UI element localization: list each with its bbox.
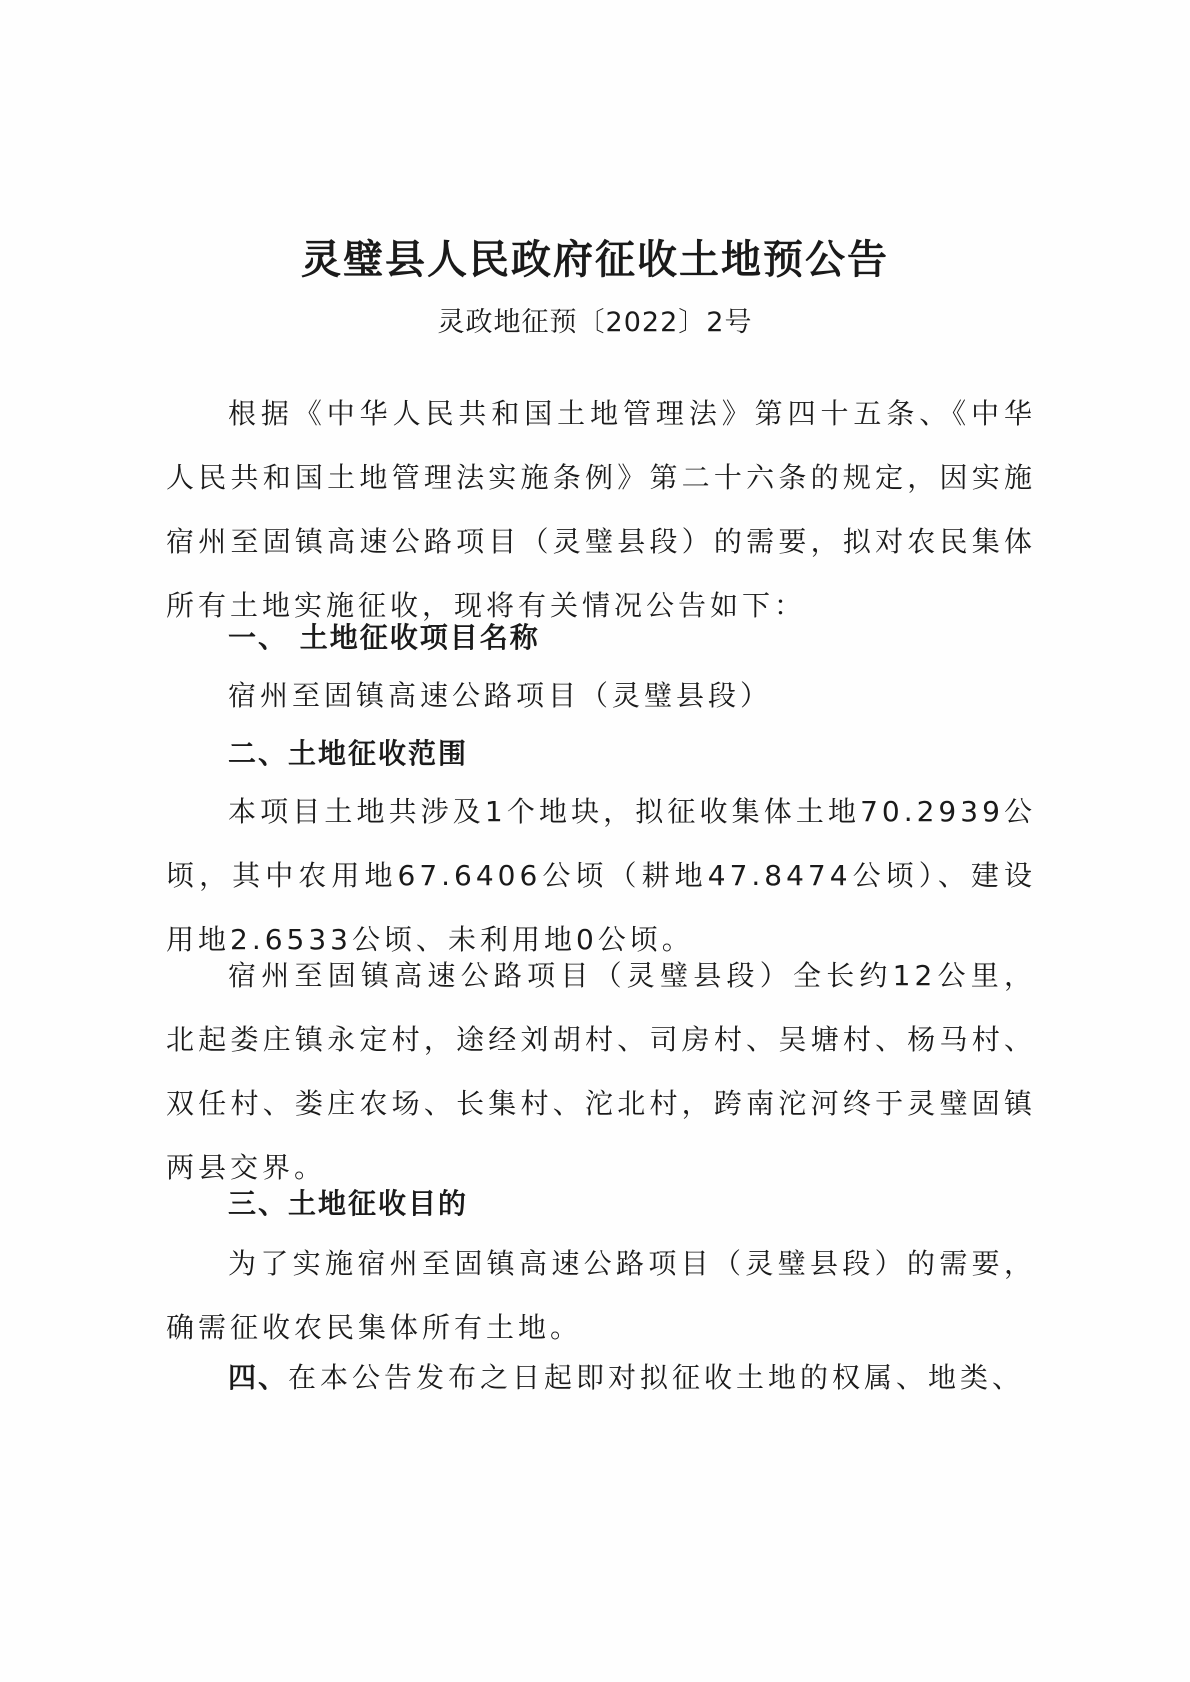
- section-2-heading: 二、土地征收范围: [228, 737, 469, 770]
- section-4-content: 在本公告发布之日起即对拟征收土地的权属、地类、: [288, 1361, 1025, 1394]
- document-number: 灵政地征预〔2022〕2号: [437, 307, 753, 338]
- document-title: 灵璧县人民政府征收土地预公告: [301, 236, 889, 283]
- section-2-paragraph-2: 宿州至固镇高速公路项目（灵璧县段）全长约12公里，北起娄庄镇永定村，途经刘胡村、司房村、吴塘村、杨马村、双任村、娄庄农场、长集村、沱北村，跨南沱河终于灵璧固镇两县交界。: [166, 959, 1036, 1184]
- section-2-paragraph-1: 本项目土地共涉及1个地块，拟征收集体土地70.2939公顷，其中农用地67.6406公顷（耕地47.8474公顷）、建设用地2.6533公顷、未利用地0公顷。: [166, 795, 1036, 956]
- section-3-content: 为了实施宿州至固镇高速公路项目（灵璧县段）的需要，确需征收农民集体所有土地。: [166, 1247, 1036, 1344]
- section-4-heading: 四、: [228, 1361, 289, 1394]
- section-3-heading: 三、土地征收目的: [228, 1187, 469, 1220]
- section-4-line: [228, 1346, 1028, 1410]
- intro-paragraph: 根据《中华人民共和国土地管理法》第四十五条、《中华人民共和国土地管理法实施条例》第二十六条的规定，因实施宿州至固镇高速公路项目（灵璧县段）的需要，拟对农民集体所有土地实施征收，现将有关情况公告如下：: [166, 397, 1036, 622]
- section-1-heading: 一、 土地征收项目名称: [228, 621, 540, 654]
- section-1-content: 宿州至固镇高速公路项目（灵璧县段）: [228, 679, 773, 712]
